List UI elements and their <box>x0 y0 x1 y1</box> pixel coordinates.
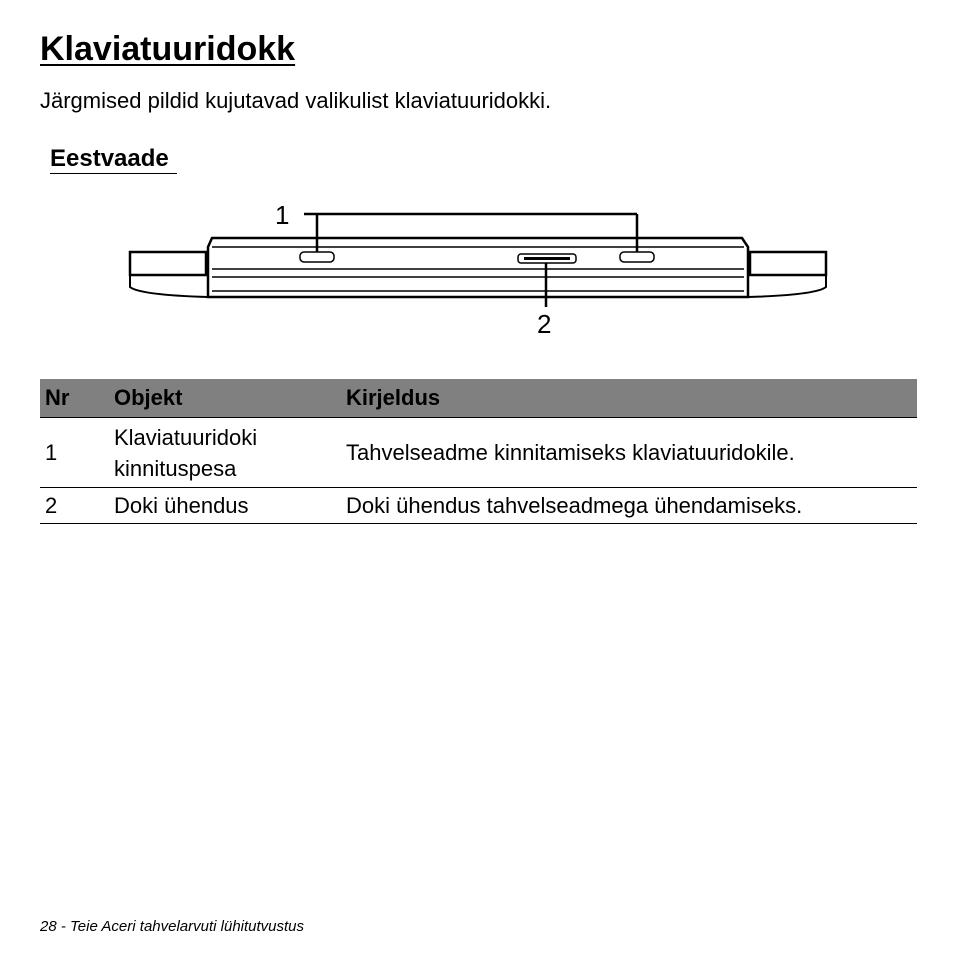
page-title: Klaviatuuridokk <box>40 30 296 68</box>
dock-drawing <box>120 195 840 345</box>
latch-slot-right <box>620 252 654 262</box>
right-hinge-base <box>748 275 826 297</box>
table-row <box>40 488 917 524</box>
right-hinge <box>750 252 826 275</box>
left-hinge <box>130 252 206 275</box>
cell-object-line: Klaviatuuridoki <box>114 424 258 450</box>
left-hinge-base <box>130 275 208 297</box>
cell-object: Doki ühendus <box>109 488 341 524</box>
cell-nr: 2 <box>40 488 109 524</box>
table-header-row <box>40 379 917 418</box>
section-subtitle: Eestvaade <box>50 144 177 174</box>
header-description: Kirjeldus <box>341 379 917 418</box>
cell-object-line: kinnituspesa <box>114 455 237 481</box>
header-object: Objekt <box>109 379 341 418</box>
intro-text: Järgmised pildid kujutavad valikulist klaviatuuridokki. <box>40 88 552 113</box>
header-nr: Nr <box>40 379 109 418</box>
callout-label-1: 1 <box>275 200 290 230</box>
page-footer: 28 - Teie Aceri tahvelarvuti lühitutvustus <box>40 918 305 935</box>
cell-object <box>109 418 341 488</box>
table-row <box>40 418 917 488</box>
keyboard-dock-front-view <box>120 195 840 345</box>
cell-description: Tahvelseadme kinnitamiseks klaviatuuridokile. <box>341 418 917 488</box>
latch-slot-left <box>300 252 334 262</box>
items-table <box>40 379 917 524</box>
callout-label-2: 2 <box>537 309 552 339</box>
cell-nr: 1 <box>40 418 109 488</box>
cell-description: Doki ühendus tahvelseadmega ühendamiseks. <box>341 488 917 524</box>
